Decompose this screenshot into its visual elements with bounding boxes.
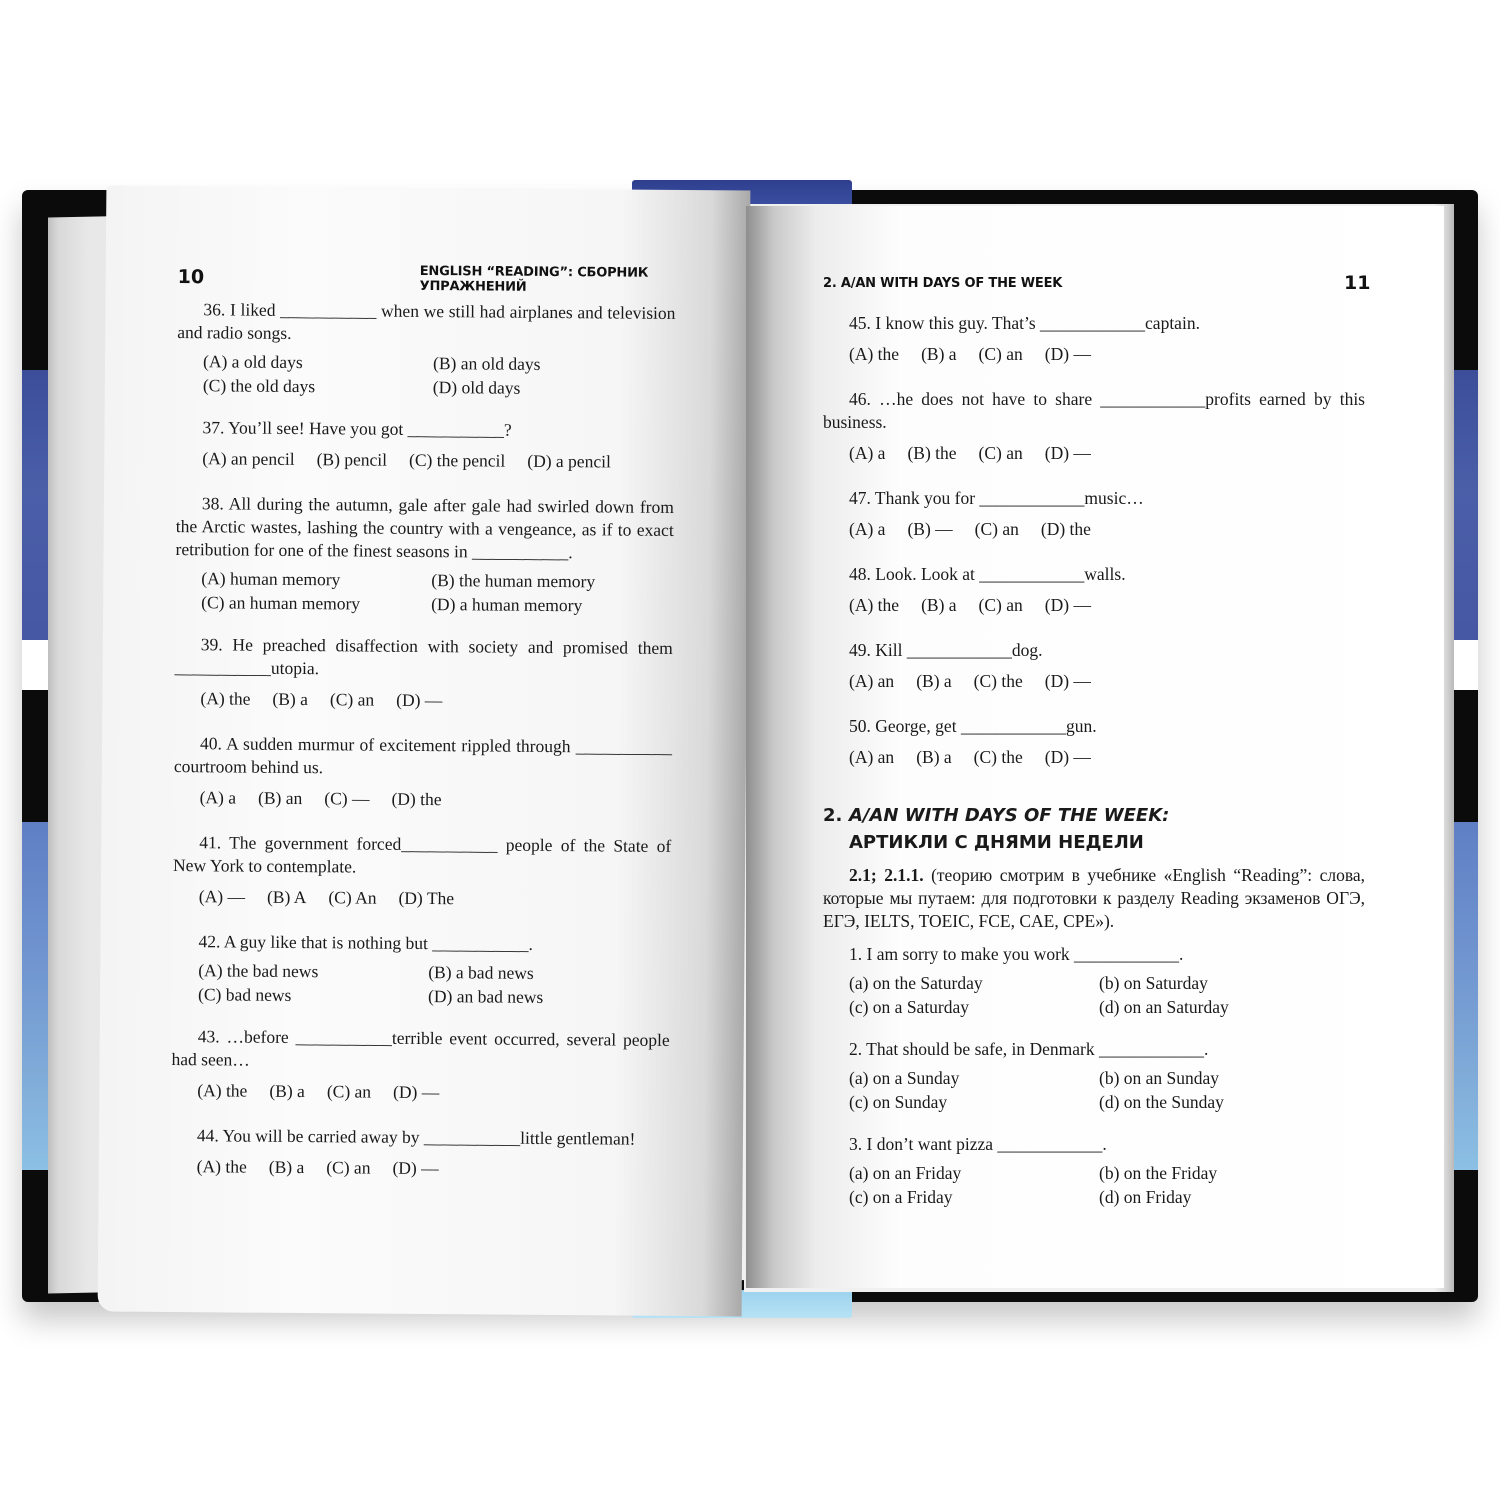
section-questions — [823, 943, 1365, 1209]
answer-option: (D) — — [1044, 443, 1091, 463]
exercise-question: 49. Kill ____________dog. — [849, 640, 1043, 660]
exercise-item — [823, 312, 1365, 369]
left-page-exercises — [170, 298, 675, 1204]
section-title-en: A/AN WITH DAYS OF THE WEEK: — [849, 805, 1170, 826]
answer-option: (B) a — [272, 688, 309, 710]
answer-option: (C) an — [978, 443, 1023, 463]
answer-option: (B) the — [907, 443, 957, 463]
answer-option: (B) the human memory — [431, 570, 596, 592]
answer-option: (d) on an Saturday — [1099, 997, 1229, 1017]
answer-option: (D) — — [393, 1081, 440, 1103]
section-title-ru: АРТИКЛИ С ДНЯМИ НЕДЕЛИ — [849, 832, 1144, 853]
right-page — [746, 206, 1444, 1288]
answer-option: (A) the — [196, 1156, 247, 1177]
answer-option: (b) on Saturday — [1099, 973, 1208, 993]
answer-option: (C) an human memory — [201, 592, 361, 614]
section-number: 2. — [823, 805, 843, 826]
exercise-question: 36. I liked ___________ when we still had airplanes and television and radio songs. — [177, 299, 676, 343]
answer-option: (D) — — [1044, 747, 1091, 767]
answer-options — [171, 1076, 669, 1109]
section-heading — [823, 802, 1365, 856]
section-intro-ref: 2.1; 2.1.1. — [849, 865, 924, 885]
answer-option: (A) a — [849, 443, 886, 463]
answer-options — [823, 667, 1365, 696]
answer-option: (A) a old days — [202, 351, 303, 373]
answer-options — [177, 349, 675, 401]
answer-option: (A) the — [849, 344, 900, 364]
answer-option: (B) a — [916, 671, 952, 691]
answer-options — [174, 783, 672, 816]
answer-options — [176, 444, 674, 477]
answer-option: (D) — — [1044, 344, 1091, 364]
exercise-item — [174, 732, 673, 816]
exercise-item — [171, 1025, 670, 1109]
exercise-item — [823, 1133, 1365, 1209]
exercise-item — [823, 639, 1365, 696]
exercise-item — [823, 388, 1365, 468]
answer-options — [823, 439, 1365, 468]
answer-option: (B) A — [266, 886, 307, 908]
exercise-question: 46. …he does not have to share ____________profits earned by this business. — [823, 389, 1365, 432]
section-intro-text: (теорию смотрим в учебнике «English “Reading”: слова, которые мы путаем: для подготовки к разделу Reading экзаменов ОГЭ, ЕГЭ, IELTS, TOEIC, FCE, CAE, CPE»). — [823, 865, 1366, 931]
answer-option: (d) on Friday — [1099, 1187, 1192, 1207]
answer-options — [823, 591, 1365, 620]
answer-option: (B) a — [268, 1156, 305, 1178]
answer-options — [172, 958, 670, 1010]
answer-option: (C) An — [328, 887, 377, 908]
answer-option: (D) a pencil — [527, 450, 611, 472]
answer-option: (b) on the Friday — [1099, 1163, 1218, 1183]
exercise-item — [172, 930, 671, 1010]
answer-option: (D) — — [392, 1157, 439, 1179]
answer-options — [823, 1161, 1365, 1209]
answer-options — [823, 1066, 1365, 1114]
answer-options — [823, 340, 1365, 369]
answer-options — [823, 515, 1365, 544]
answer-options — [174, 684, 672, 717]
answer-option: (D) — — [1044, 595, 1091, 615]
exercise-question: 37. You’ll see! Have you got ___________? — [202, 417, 512, 440]
answer-option: (c) on a Friday — [849, 1187, 953, 1207]
answer-options — [823, 971, 1365, 1019]
answer-option: (C) an — [326, 1157, 371, 1178]
answer-option: (B) a — [921, 595, 957, 615]
answer-option: (C) the old days — [202, 375, 316, 397]
answer-option: (C) an — [326, 1081, 372, 1102]
answer-option: (B) a — [916, 747, 952, 767]
exercise-question: 42. A guy like that is nothing but ___________. — [198, 931, 534, 954]
answer-option: (B) an old days — [432, 353, 541, 374]
answer-option: (B) an — [257, 787, 303, 809]
exercise-item — [823, 563, 1365, 620]
answer-option: (A) the bad news — [198, 960, 319, 982]
answer-option: (D) — — [396, 689, 443, 711]
answer-option: (C) an — [974, 519, 1019, 539]
exercise-question: 39. He preached disaffection with society and promised them ___________utopia. — [174, 634, 673, 679]
exercise-item — [177, 298, 676, 401]
exercise-question: 44. You will be carried away by ___________little gentleman! — [196, 1125, 636, 1149]
answer-option: (B) pencil — [316, 449, 388, 470]
answer-option: (A) an pencil — [202, 448, 295, 469]
answer-option: (a) on a Sunday — [849, 1068, 960, 1088]
exercise-question: 43. …before ___________terrible event occurred, several people had seen… — [171, 1026, 670, 1070]
answer-option: (A) the — [200, 688, 251, 709]
exercise-item — [823, 943, 1365, 1019]
exercise-question: 1. I am sorry to make you work ____________. — [849, 944, 1184, 964]
answer-option: (D) an bad news — [427, 986, 544, 1007]
left-page-number: 10 — [177, 266, 205, 289]
answer-option: (C) an — [329, 689, 375, 710]
answer-option: (D) — — [1044, 671, 1091, 691]
answer-option: (c) on a Saturday — [849, 997, 970, 1017]
answer-option: (D) the — [391, 788, 442, 810]
answer-option: (a) on an Friday — [849, 1163, 962, 1183]
answer-option: (A) a — [199, 787, 237, 808]
answer-option: (A) an — [849, 747, 895, 767]
answer-option: (a) on the Saturday — [849, 973, 983, 993]
exercise-item — [175, 492, 674, 618]
exercise-item — [174, 633, 673, 717]
answer-option: (b) on an Sunday — [1099, 1068, 1220, 1088]
answer-options — [173, 882, 671, 915]
answer-option: (C) bad news — [198, 984, 292, 1005]
exercise-question: 40. A sudden murmur of excitement rippled through ___________ courtroom behind us. — [173, 733, 673, 778]
answer-option: (d) on the Sunday — [1099, 1092, 1224, 1112]
exercise-question: 47. Thank you for ____________music… — [849, 488, 1144, 508]
right-page-number: 11 — [1344, 272, 1371, 294]
answer-option: (B) — — [907, 519, 953, 539]
answer-option: (D) a human memory — [431, 594, 583, 616]
exercise-item — [176, 416, 674, 477]
answer-option: (A) human memory — [201, 568, 341, 590]
answer-option: (A) a — [849, 519, 886, 539]
right-questions — [823, 312, 1365, 772]
exercise-item — [823, 1038, 1365, 1114]
exercise-item — [823, 715, 1365, 772]
answer-option: (C) an — [978, 595, 1023, 615]
answer-option: (A) — — [198, 886, 246, 907]
answer-option: (C) — — [324, 788, 370, 809]
section-intro — [823, 864, 1365, 933]
answer-options — [171, 1152, 669, 1185]
answer-option: (C) the — [973, 747, 1023, 767]
answer-option: (c) on Sunday — [849, 1092, 948, 1112]
answer-options — [175, 566, 673, 618]
answer-option: (A) the — [197, 1080, 248, 1101]
answer-option: (C) the — [973, 671, 1023, 691]
answer-option: (D) The — [398, 887, 455, 909]
exercise-question: 3. I don’t want pizza ____________. — [849, 1134, 1107, 1154]
exercise-question: 48. Look. Look at ____________walls. — [849, 564, 1126, 584]
exercise-question: 50. George, get ____________gun. — [849, 716, 1097, 736]
answer-option: (C) an — [978, 344, 1023, 364]
exercise-item — [823, 487, 1365, 544]
answer-options — [823, 743, 1365, 772]
answer-option: (A) an — [849, 671, 895, 691]
left-running-head: ENGLISH “READING”: СБОРНИК УПРАЖНЕНИЙ — [419, 263, 649, 295]
answer-option: (D) old days — [432, 377, 521, 398]
exercise-question: 38. All during the autumn, gale after gale had swirled down from the Arctic wastes, lashing the country with a vengeance, as if to exact retribution for one of the finest seasons in ___________. — [175, 493, 675, 563]
answer-option: (D) the — [1040, 519, 1091, 539]
exercise-item — [171, 1124, 669, 1185]
exercise-question: 2. That should be safe, in Denmark ____________. — [849, 1039, 1209, 1059]
answer-option: (B) a bad news — [428, 962, 534, 983]
answer-option: (A) the — [849, 595, 900, 615]
answer-option: (B) a — [269, 1080, 305, 1102]
left-page — [98, 185, 751, 1316]
right-page-exercises — [823, 312, 1365, 1228]
exercise-question: 45. I know this guy. That’s ____________captain. — [849, 313, 1200, 333]
answer-option: (B) a — [921, 344, 957, 364]
answer-option: (C) the pencil — [409, 449, 506, 471]
exercise-item — [173, 831, 672, 915]
right-running-head: 2. A/AN WITH DAYS OF THE WEEK — [823, 276, 1063, 291]
exercise-question: 41. The government forced___________ people of the State of New York to contemplate. — [173, 832, 672, 877]
